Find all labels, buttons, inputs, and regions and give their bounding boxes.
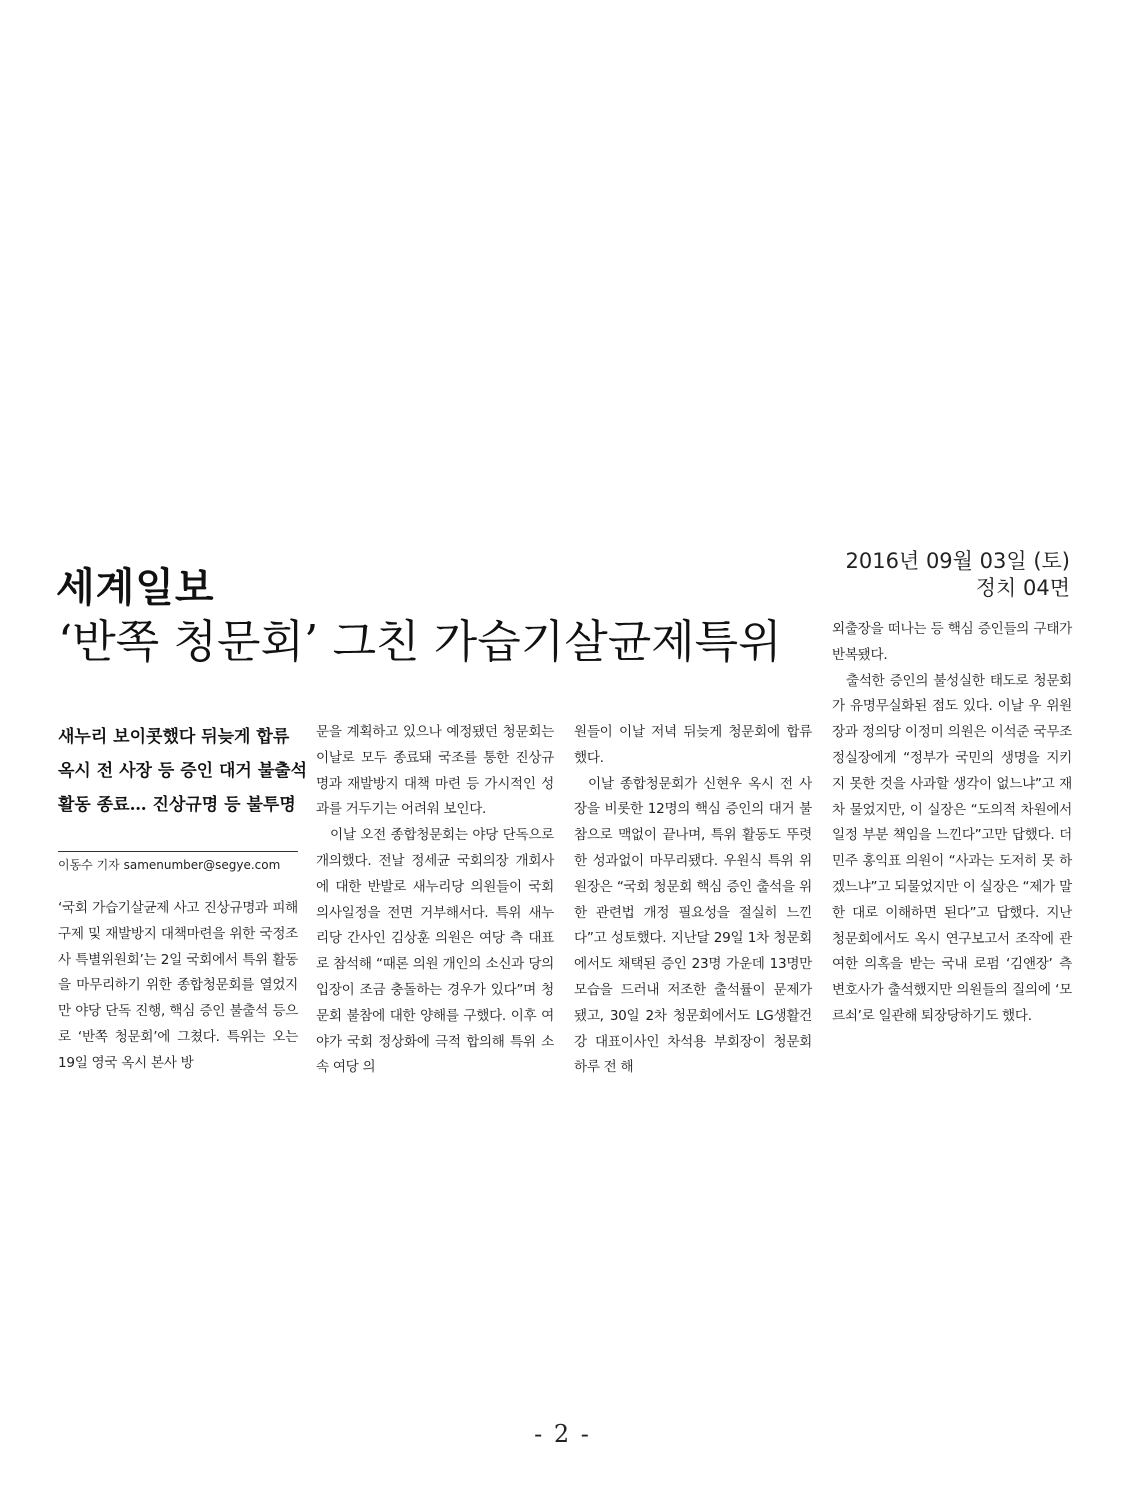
paragraph-continued: 외출장을 떠나는 등 핵심 증인들의 구태가 반복됐다.: [832, 621, 1072, 663]
byline: 이동수 기자 samenumber@segye.com: [58, 858, 281, 872]
article-headline: ‘반쪽 청문회’ 그친 가습기살균제특위: [58, 615, 782, 668]
paragraph: 이날 오전 종합청문회는 야당 단독으로 개의했다. 전날 정세균 국회의장 개회사에 대한 반발로 새누리당 의원들이 국회 의사일정을 전면 거부해서다. 특위 새누리당 간사인 김상훈 의원은 여당 측 대표로 참석해 “때론 의원 개인의 소신과 당의 입장이 조금 충돌하는 경우가 있다”며 청문회 불참에 대한 양해를 구했다. 이후 여야가 국회 정상화에 극적 합의해 특위 소속 여당 의: [316, 827, 554, 1076]
newspaper-masthead: 세계일보: [56, 565, 215, 611]
paragraph: ‘국회 가습기살균제 사고 진상규명과 피해구제 및 재발방지 대책마련을 위한 국정조사 특별위원회’는 2일 국회에서 특위 활동을 마무리하기 위한 종합청문회를 열었지만 야당 단독 진행, 핵심 증인 불출석 등으로 ‘반쪽 청문회’에 그쳤다. 특위는 오는 19일 영국 옥시 본사 방: [58, 900, 298, 1071]
publication-date: 2016년 09월 03일 (토): [845, 549, 1070, 573]
paragraph-continued: 문을 계획하고 있으나 예정됐던 청문회는 이날로 모두 종료돼 국조를 통한 진상규명과 재발방지 대책 마련 등 가시적인 성과를 거두기는 어려워 보인다.: [316, 724, 554, 818]
article-column-3: [574, 720, 812, 1081]
subheading: 새누리 보이콧했다 뒤늦게 합류: [58, 727, 290, 747]
article-column-4: [832, 617, 1072, 1030]
byline-divider: [58, 851, 298, 852]
paragraph: 출석한 증인의 불성실한 태도로 청문회가 유명무실화된 점도 있다. 이날 우 위원장과 정의당 이정미 의원은 이석준 국무조정실장에게 “정부가 국민의 생명을 지키지 못한 것을 사과할 생각이 없느냐”고 재차 물었지만, 이 실장은 “도의적 차원에서 일정 부분 책임을 느낀다”고만 답했다. 더민주 홍익표 의원이 “사과는 도저히 못 하겠느냐”고 되물었지만 이 실장은 “제가 말한 대로 이해하면 된다”고 답했다. 지난 청문회에서도 옥시 연구보고서 조작에 관여한 의혹을 받는 국내 로펌 ‘김앤장’ 측 변호사가 출석했지만 의원들의 질의에 ‘모르쇠’로 일관해 퇴장당하기도 했다.: [832, 672, 1072, 1024]
page-number: - 2 -: [534, 1420, 591, 1448]
article-subheadings: [58, 720, 307, 822]
article-column-2: [316, 720, 554, 1081]
section-page: 정치 04면: [975, 576, 1070, 600]
subheading: 활동 종료… 진상규명 등 불투명: [58, 795, 296, 815]
subheading: 옥시 전 사장 등 증인 대거 불출석: [58, 761, 307, 781]
paragraph: 이날 종합청문회가 신현우 옥시 전 사장을 비롯한 12명의 핵심 증인의 대거 불참으로 맥없이 끝나며, 특위 활동도 뚜렷한 성과없이 마무리됐다. 우원식 특위 위원장은 “국회 청문회 핵심 증인 출석을 위한 관련법 개정 필요성을 절실히 느낀다”고 성토했다. 지난달 29일 1차 청문회에서도 채택된 증인 23명 가운데 13명만 모습을 드러내 저조한 출석률이 문제가 됐고, 30일 2차 청문회에서도 LG생활건강 대표이사인 차석용 부회장이 청문회 하루 전 해: [574, 775, 812, 1076]
article-column-1: [58, 896, 298, 1077]
date-block: [846, 548, 1070, 602]
paragraph-continued: 원들이 이날 저녁 뒤늦게 청문회에 합류했다.: [574, 724, 812, 766]
